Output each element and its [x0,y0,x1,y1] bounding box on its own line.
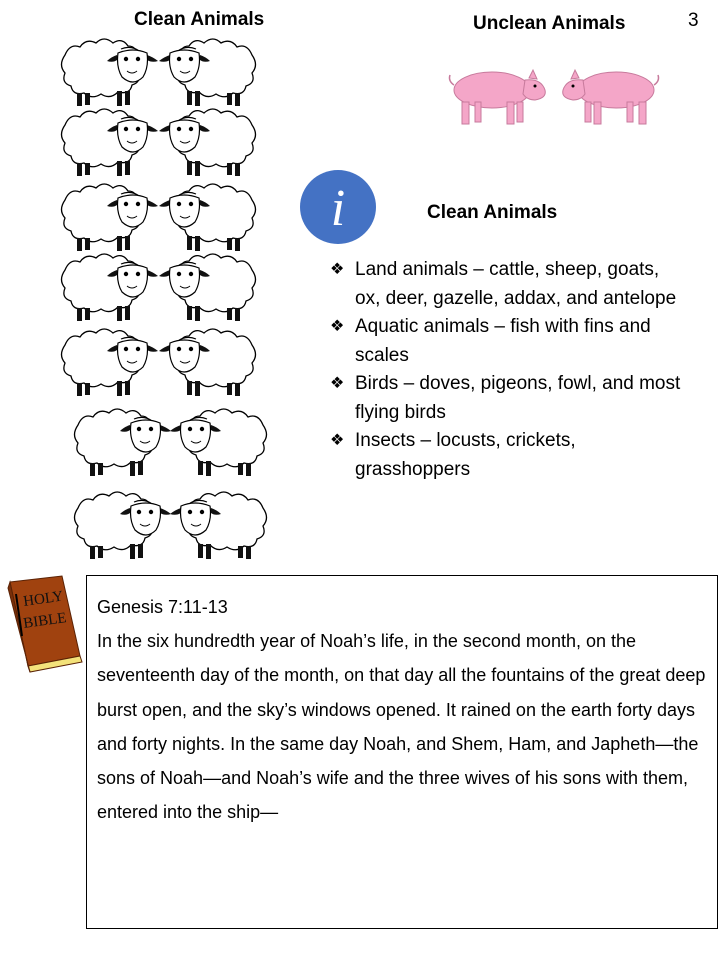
svg-text:i: i [330,180,346,237]
unclean-animals-heading: Unclean Animals [473,13,626,34]
page-number: 3 [688,10,699,31]
scripture-box [86,575,718,929]
pigs-illustration [445,60,665,132]
info-icon [299,169,377,245]
list-item: ❖ Birds – doves, pigeons, fowl, and most flying birds [330,370,685,427]
list-item: ❖ Insects – locusts, crickets, grasshoppers [330,427,685,484]
clean-animals-list [330,256,685,484]
info-heading: Clean Animals [427,202,558,223]
scripture-text: In the six hundredth year of Noah’s life, in the second month, on the seventeenth day of the month, on that day all the fountains of the great deep burst open, and the sky’s windows opened. It rained on the earth forty days and forty nights. In the same day Noah, and Shem, Ham, and Japheth—the sons of Noah—and Noah’s wife and the three wives of his sons with them, entered into the ship— [97,631,706,823]
holy-bible-icon [4,574,84,674]
scripture-reference: Genesis 7:11-13 [97,597,228,617]
svg-text:HOLY: HOLY [22,588,65,610]
clean-animals-heading: Clean Animals [134,9,265,30]
svg-text:BIBLE: BIBLE [22,610,68,632]
list-item: ❖ Aquatic animals – fish with fins and scales [330,313,685,370]
list-item: ❖ Land animals – cattle, sheep, goats, ox, deer, gazelle, addax, and antelope [330,256,685,313]
sheep-pairs-illustration [0,30,300,560]
